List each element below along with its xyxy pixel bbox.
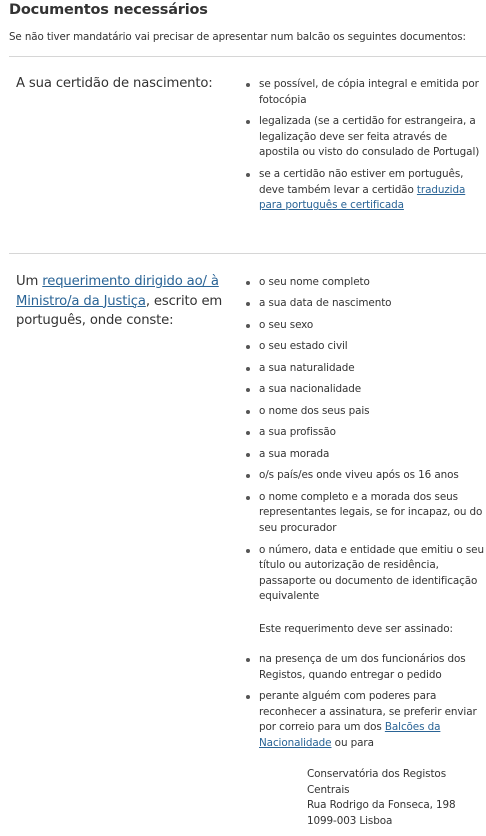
address-line: 1099-003 Lisboa	[307, 814, 393, 827]
translated-certificate-link[interactable]: traduzida para português e certificada	[259, 183, 466, 212]
list-item: o nome completo e a morada dos seus representantes legais, se for incapaz, ou do seu procurador	[244, 490, 484, 537]
list-item-text: perante alguém com poderes para reconhecer a assinatura, se preferir enviar por correio para um dos	[259, 690, 477, 734]
list-item: o/s país/es onde viveu após os 16 anos	[244, 468, 484, 484]
row-label-request	[16, 272, 231, 331]
signature-list	[244, 652, 484, 757]
list-item: o número, data e entidade que emitiu o seu título ou autorização de residência, passaporte ou documento de identificação equivalente	[244, 543, 484, 605]
section-intro: Se não tiver mandatário vai precisar de apresentar num balcão os seguintes documentos:	[9, 31, 466, 43]
list-item: o seu nome completo	[244, 275, 484, 291]
list-item: a sua naturalidade	[244, 361, 484, 377]
list-item-text: ou para	[331, 736, 374, 749]
list-item: legalizada (se a certidão for estrangeira, a legalização deve ser feita através de apostila ou visto do consulado de Portugal)	[244, 114, 484, 161]
list-item	[244, 167, 484, 214]
request-to-minister-link[interactable]: requerimento dirigido ao/ à Ministro/a da Justiça	[16, 274, 219, 309]
list-item: o nome dos seus pais	[244, 404, 484, 420]
list-item	[244, 689, 484, 751]
list-item-text: se a certidão não estiver em português, deve também levar a certidão	[259, 167, 464, 196]
address-line: Rua Rodrigo da Fonseca, 198	[307, 799, 456, 812]
postal-address	[307, 767, 456, 829]
list-item: o seu sexo	[244, 318, 484, 334]
list-item: a sua nacionalidade	[244, 382, 484, 398]
list-item: o seu estado civil	[244, 339, 484, 355]
list-item: a sua data de nascimento	[244, 296, 484, 312]
list-item: se possível, de cópia integral e emitida por fotocópia	[244, 77, 484, 108]
address-line: Centrais	[307, 783, 350, 796]
list-item: na presença de um dos funcionários dos Registos, quando entregar o pedido	[244, 652, 484, 683]
row-label-text: , escrito em português, onde conste:	[16, 293, 223, 328]
row-label-birth-certificate: A sua certidão de nascimento:	[16, 76, 213, 91]
list-item: a sua morada	[244, 447, 484, 463]
divider	[9, 56, 486, 57]
section-title: Documentos necessários	[9, 2, 208, 18]
divider	[9, 253, 486, 254]
row-label-text: Um	[16, 274, 43, 289]
signature-note: Este requerimento deve ser assinado:	[259, 623, 453, 635]
list-item: a sua profissão	[244, 425, 484, 441]
birth-certificate-list	[244, 77, 484, 220]
nationality-counters-link[interactable]: Balcões da Nacionalidade	[259, 721, 441, 749]
request-contents-list	[244, 275, 484, 611]
address-line: Conservatória dos Registos	[307, 768, 447, 780]
